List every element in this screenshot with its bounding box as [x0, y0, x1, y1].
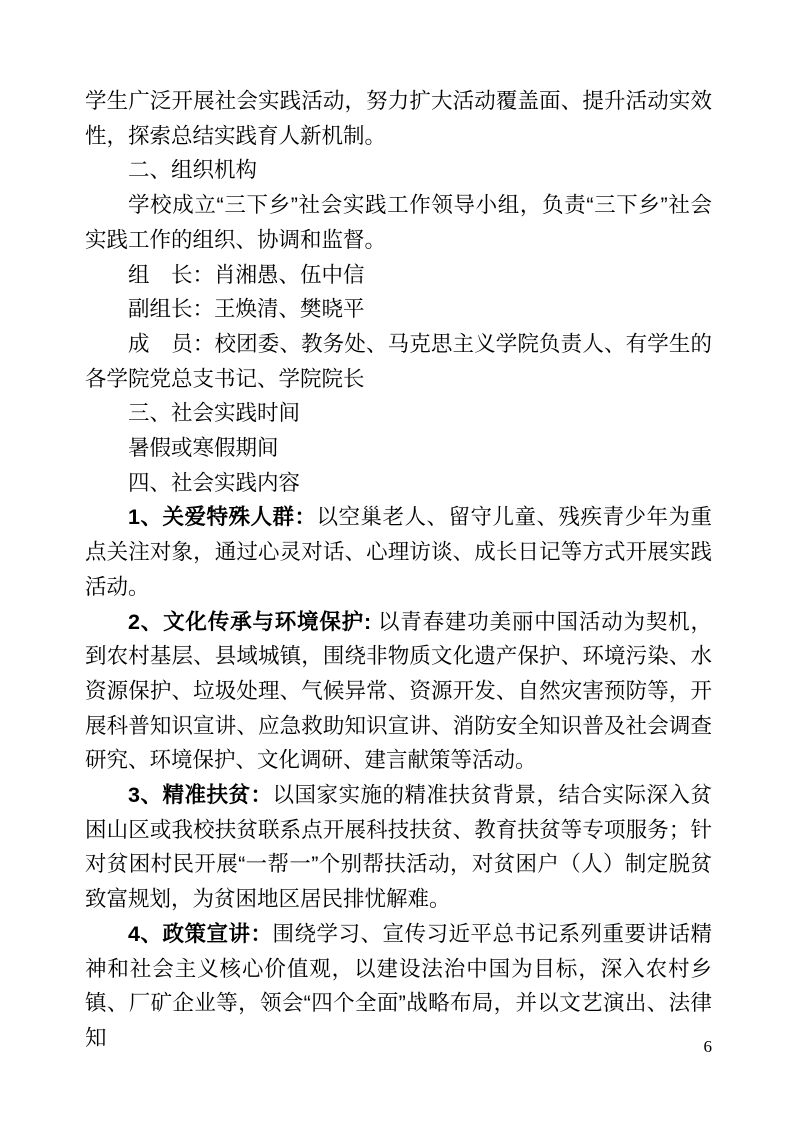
paragraph-text: 学生广泛开展社会实践活动，努力扩大活动覆盖面、提升活动实效性，探索总结实践育人新机制。 [85, 89, 712, 148]
paragraph [85, 188, 712, 257]
paragraph-text: 暑假或寒假期间 [128, 436, 279, 461]
paragraph [85, 500, 712, 604]
paragraph-text: 以空巢老人、留守儿童、残疾青少年为重点关注对象，通过心灵对话、心理访谈、成长日记等方式开展实践活动。 [85, 505, 712, 599]
paragraph-text: 成 员：校团委、教务处、马克思主义学院负责人、有学生的各学院党总支书记、学院院长 [85, 331, 712, 391]
paragraph-text: 以国家实施的精准扶贫背景，结合实际深入贫困山区或我校扶贫联系点开展科技扶贫、教育扶贫等专项服务；针对贫困村民开展“一帮一”个别帮扶活动，对贫困户（人）制定脱贫致富规划，为贫困地区居民排忧解难。 [85, 783, 712, 912]
paragraph [85, 396, 712, 431]
paragraph-text: 三、社会实践时间 [128, 401, 301, 426]
paragraph [85, 431, 712, 466]
paragraph [85, 917, 712, 1056]
paragraph [85, 258, 712, 293]
paragraph-text: 副组长：王焕清、樊晓平 [128, 297, 365, 322]
paragraph-text: 四、社会实践内容 [128, 470, 301, 495]
paragraph-text: 组 长：肖湘愚、伍中信 [128, 262, 365, 287]
paragraph-lead: 1、关爱特殊人群： [128, 505, 317, 530]
paragraph [85, 466, 712, 501]
paragraph [85, 327, 712, 396]
paragraph-lead: 2、文化传承与环境保护: [128, 609, 372, 634]
paragraph-text: 以青春建功美丽中国活动为契机，到农村基层、县域城镇，围绕非物质文化遗产保护、环境污染、水资源保护、垃圾处理、气候异常、资源开发、自然灾害预防等，开展科普知识宣讲、应急救助知识宣讲、消防安全知识普及社会调查研究、环境保护、文化调研、建言献策等活动。 [85, 609, 712, 773]
paragraph-lead: 4、政策宣讲： [128, 921, 273, 946]
paragraph [85, 605, 712, 779]
paragraph-lead: 3、精准扶贫： [128, 783, 273, 808]
paragraph-text: 学校成立“三下乡”社会实践工作领导小组，负责“三下乡”社会实践工作的组织、协调和监督。 [85, 193, 712, 252]
paragraph-text: 二、组织机构 [128, 158, 258, 183]
paragraph [85, 778, 712, 917]
page-number: 6 [703, 1037, 712, 1056]
paragraph [85, 292, 712, 327]
paragraph [85, 84, 712, 153]
paragraph [85, 153, 712, 188]
document-body [85, 84, 712, 1056]
paragraph-text: 围绕学习、宣传习近平总书记系列重要讲话精神和社会主义核心价值观，以建设法治中国为目标，深入农村乡镇、厂矿企业等，领会“四个全面”战略布局，并以文艺演出、法律知 [85, 921, 712, 1050]
